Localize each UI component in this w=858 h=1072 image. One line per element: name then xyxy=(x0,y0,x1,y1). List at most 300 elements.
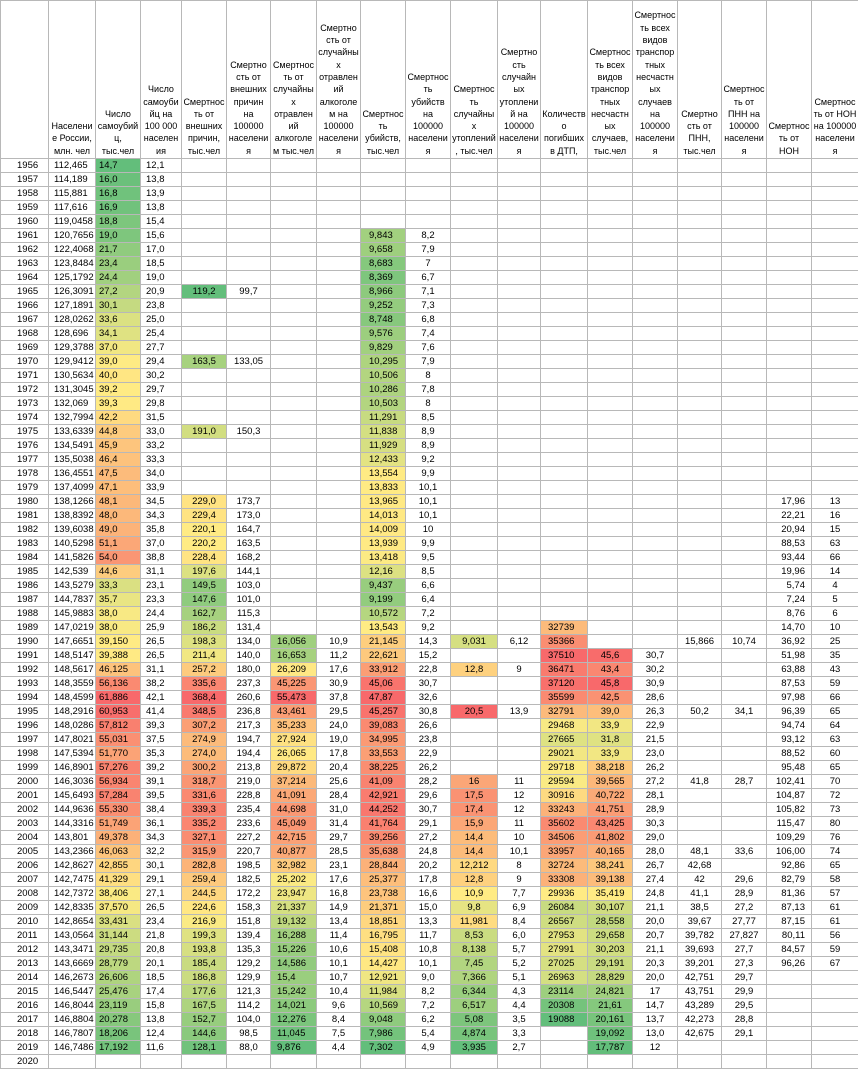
table-cell[interactable]: 26,065 xyxy=(271,747,317,761)
table-cell[interactable] xyxy=(182,201,227,215)
table-cell[interactable] xyxy=(271,621,317,635)
table-cell[interactable] xyxy=(722,257,767,271)
table-cell[interactable] xyxy=(227,257,271,271)
table-cell[interactable]: 300,2 xyxy=(182,761,227,775)
table-cell[interactable] xyxy=(317,215,361,229)
table-cell[interactable]: 39,201 xyxy=(678,957,722,971)
table-cell[interactable] xyxy=(182,341,227,355)
table-cell[interactable] xyxy=(271,327,317,341)
table-cell[interactable]: 8 xyxy=(498,859,541,873)
table-cell[interactable] xyxy=(182,397,227,411)
table-cell[interactable]: 144,9636 xyxy=(49,803,96,817)
table-cell[interactable]: 44,8 xyxy=(96,425,141,439)
table-cell[interactable] xyxy=(271,551,317,565)
table-cell[interactable]: 9,031 xyxy=(451,635,498,649)
table-cell[interactable]: 37,8 xyxy=(317,691,361,705)
table-cell[interactable]: 135,5038 xyxy=(49,453,96,467)
table-cell[interactable] xyxy=(317,369,361,383)
table-cell[interactable]: 138,1266 xyxy=(49,495,96,509)
table-cell[interactable] xyxy=(498,257,541,271)
table-cell[interactable]: 101,0 xyxy=(227,593,271,607)
table-cell[interactable] xyxy=(812,257,858,271)
table-cell[interactable]: 27,827 xyxy=(722,929,767,943)
table-cell[interactable]: 31,5 xyxy=(141,411,182,425)
table-cell[interactable]: 92,86 xyxy=(767,859,812,873)
table-cell[interactable]: 143,5279 xyxy=(49,579,96,593)
table-cell[interactable]: 16,9 xyxy=(96,201,141,215)
table-cell[interactable] xyxy=(271,355,317,369)
table-cell[interactable]: 7,8 xyxy=(406,383,451,397)
table-cell[interactable]: 30,2 xyxy=(633,663,678,677)
table-cell[interactable]: 7,302 xyxy=(361,1041,406,1055)
table-cell[interactable] xyxy=(541,173,588,187)
table-cell[interactable] xyxy=(588,341,633,355)
table-cell[interactable]: 219,0 xyxy=(227,775,271,789)
table-cell[interactable]: 35366 xyxy=(541,635,588,649)
table-cell[interactable]: 148,5147 xyxy=(49,649,96,663)
table-cell[interactable]: 45,06 xyxy=(361,677,406,691)
table-cell[interactable]: 142,7372 xyxy=(49,887,96,901)
year-cell[interactable]: 2016 xyxy=(1,999,49,1013)
table-cell[interactable] xyxy=(227,187,271,201)
table-cell[interactable]: 158,3 xyxy=(227,901,271,915)
table-cell[interactable]: 26,3 xyxy=(633,705,678,719)
table-cell[interactable]: 42,855 xyxy=(96,859,141,873)
table-cell[interactable]: 28,844 xyxy=(361,859,406,873)
table-cell[interactable] xyxy=(541,1055,588,1069)
table-cell[interactable] xyxy=(812,243,858,257)
table-cell[interactable]: 122,4068 xyxy=(49,243,96,257)
table-cell[interactable]: 15,866 xyxy=(678,635,722,649)
table-cell[interactable]: 39,782 xyxy=(678,929,722,943)
table-cell[interactable]: 39,1 xyxy=(141,775,182,789)
table-cell[interactable] xyxy=(678,733,722,747)
table-cell[interactable]: 8 xyxy=(406,369,451,383)
table-cell[interactable]: 32739 xyxy=(541,621,588,635)
table-cell[interactable] xyxy=(406,1055,451,1069)
column-header[interactable] xyxy=(271,1,317,159)
table-cell[interactable] xyxy=(588,299,633,313)
table-cell[interactable] xyxy=(678,495,722,509)
table-cell[interactable]: 48,0 xyxy=(96,509,141,523)
table-cell[interactable] xyxy=(451,187,498,201)
table-cell[interactable] xyxy=(678,691,722,705)
table-cell[interactable] xyxy=(451,523,498,537)
table-cell[interactable] xyxy=(812,985,858,999)
table-cell[interactable]: 13,0 xyxy=(633,1027,678,1041)
table-cell[interactable]: 148,5617 xyxy=(49,663,96,677)
table-cell[interactable] xyxy=(588,271,633,285)
table-cell[interactable] xyxy=(451,565,498,579)
table-cell[interactable] xyxy=(722,677,767,691)
table-cell[interactable]: 41,09 xyxy=(361,775,406,789)
table-cell[interactable] xyxy=(271,607,317,621)
table-cell[interactable] xyxy=(722,383,767,397)
table-cell[interactable] xyxy=(633,355,678,369)
table-cell[interactable]: 15,4 xyxy=(141,215,182,229)
table-cell[interactable]: 33,2 xyxy=(141,439,182,453)
table-cell[interactable] xyxy=(633,467,678,481)
table-cell[interactable]: 27953 xyxy=(541,929,588,943)
table-cell[interactable] xyxy=(767,285,812,299)
table-cell[interactable] xyxy=(767,201,812,215)
table-cell[interactable]: 11,984 xyxy=(361,985,406,999)
table-cell[interactable]: 115,47 xyxy=(767,817,812,831)
table-cell[interactable]: 29936 xyxy=(541,887,588,901)
table-cell[interactable] xyxy=(317,159,361,173)
table-cell[interactable] xyxy=(317,565,361,579)
table-cell[interactable]: 142,539 xyxy=(49,565,96,579)
table-cell[interactable]: 36,1 xyxy=(141,817,182,831)
year-cell[interactable]: 1972 xyxy=(1,383,49,397)
table-cell[interactable]: 34,5 xyxy=(141,495,182,509)
table-cell[interactable] xyxy=(588,397,633,411)
table-cell[interactable]: 7,986 xyxy=(361,1027,406,1041)
table-cell[interactable] xyxy=(722,551,767,565)
table-cell[interactable] xyxy=(588,593,633,607)
table-cell[interactable] xyxy=(541,383,588,397)
table-cell[interactable] xyxy=(271,453,317,467)
table-cell[interactable]: 10 xyxy=(498,831,541,845)
table-cell[interactable]: 14,009 xyxy=(361,523,406,537)
table-cell[interactable]: 12,1 xyxy=(141,159,182,173)
year-cell[interactable]: 2009 xyxy=(1,901,49,915)
table-cell[interactable]: 13,554 xyxy=(361,467,406,481)
table-cell[interactable]: 132,7994 xyxy=(49,411,96,425)
table-cell[interactable]: 33243 xyxy=(541,803,588,817)
table-cell[interactable] xyxy=(722,425,767,439)
table-cell[interactable]: 30,1 xyxy=(141,859,182,873)
table-cell[interactable] xyxy=(182,257,227,271)
table-cell[interactable] xyxy=(678,369,722,383)
table-cell[interactable]: 16,795 xyxy=(361,929,406,943)
table-cell[interactable] xyxy=(812,313,858,327)
table-cell[interactable]: 29468 xyxy=(541,719,588,733)
table-cell[interactable]: 21,5 xyxy=(633,733,678,747)
table-cell[interactable] xyxy=(812,173,858,187)
table-cell[interactable]: 42,1 xyxy=(141,691,182,705)
year-cell[interactable]: 1978 xyxy=(1,467,49,481)
table-cell[interactable]: 13,4 xyxy=(317,915,361,929)
table-cell[interactable]: 63,88 xyxy=(767,663,812,677)
table-cell[interactable]: 35,638 xyxy=(361,845,406,859)
table-cell[interactable] xyxy=(451,1055,498,1069)
table-cell[interactable]: 10,503 xyxy=(361,397,406,411)
year-cell[interactable]: 1996 xyxy=(1,719,49,733)
table-cell[interactable] xyxy=(498,649,541,663)
table-cell[interactable]: 163,5 xyxy=(227,537,271,551)
table-cell[interactable]: 12 xyxy=(498,803,541,817)
table-cell[interactable]: 19,132 xyxy=(271,915,317,929)
table-cell[interactable]: 43,751 xyxy=(678,985,722,999)
table-cell[interactable] xyxy=(361,159,406,173)
table-cell[interactable] xyxy=(406,187,451,201)
table-cell[interactable] xyxy=(317,271,361,285)
table-cell[interactable] xyxy=(451,383,498,397)
table-cell[interactable] xyxy=(451,201,498,215)
table-cell[interactable] xyxy=(633,173,678,187)
table-cell[interactable]: 4,4 xyxy=(498,999,541,1013)
table-cell[interactable] xyxy=(317,579,361,593)
year-cell[interactable]: 1966 xyxy=(1,299,49,313)
table-cell[interactable]: 9,9 xyxy=(406,537,451,551)
table-cell[interactable] xyxy=(271,229,317,243)
table-cell[interactable]: 7,24 xyxy=(767,593,812,607)
table-cell[interactable]: 17,8 xyxy=(317,747,361,761)
year-cell[interactable]: 1970 xyxy=(1,355,49,369)
table-cell[interactable]: 13 xyxy=(812,495,858,509)
table-cell[interactable]: 8,5 xyxy=(406,565,451,579)
table-cell[interactable]: 17,96 xyxy=(767,495,812,509)
table-cell[interactable] xyxy=(271,159,317,173)
table-cell[interactable] xyxy=(722,411,767,425)
table-cell[interactable]: 128,1 xyxy=(182,1041,227,1055)
table-cell[interactable]: 24,821 xyxy=(588,985,633,999)
table-cell[interactable]: 30,107 xyxy=(588,901,633,915)
table-cell[interactable]: 9,252 xyxy=(361,299,406,313)
table-cell[interactable] xyxy=(678,355,722,369)
table-cell[interactable] xyxy=(271,285,317,299)
table-cell[interactable] xyxy=(498,677,541,691)
table-cell[interactable]: 260,6 xyxy=(227,691,271,705)
table-cell[interactable]: 28,8 xyxy=(722,1013,767,1027)
table-cell[interactable] xyxy=(498,201,541,215)
table-cell[interactable]: 23,8 xyxy=(141,299,182,313)
table-cell[interactable] xyxy=(678,229,722,243)
table-cell[interactable]: 147,0219 xyxy=(49,621,96,635)
table-cell[interactable]: 10 xyxy=(406,523,451,537)
table-cell[interactable] xyxy=(678,1041,722,1055)
table-cell[interactable]: 19,0 xyxy=(96,229,141,243)
table-cell[interactable]: 40,0 xyxy=(96,369,141,383)
table-cell[interactable] xyxy=(49,1055,96,1069)
table-cell[interactable]: 9 xyxy=(498,873,541,887)
table-cell[interactable] xyxy=(812,453,858,467)
column-header[interactable] xyxy=(406,1,451,159)
table-cell[interactable] xyxy=(722,159,767,173)
table-cell[interactable]: 11,4 xyxy=(317,929,361,943)
table-cell[interactable]: 17,6 xyxy=(317,873,361,887)
table-cell[interactable] xyxy=(271,397,317,411)
table-cell[interactable]: 7,2 xyxy=(406,999,451,1013)
table-cell[interactable]: 41,751 xyxy=(588,803,633,817)
table-cell[interactable] xyxy=(271,439,317,453)
year-cell[interactable]: 2010 xyxy=(1,915,49,929)
table-cell[interactable] xyxy=(633,607,678,621)
table-cell[interactable]: 20,4 xyxy=(317,761,361,775)
table-cell[interactable] xyxy=(588,355,633,369)
table-cell[interactable]: 20,8 xyxy=(141,943,182,957)
table-cell[interactable]: 16 xyxy=(451,775,498,789)
table-cell[interactable]: 46,4 xyxy=(96,453,141,467)
table-cell[interactable]: 45,9 xyxy=(96,439,141,453)
year-cell[interactable]: 1990 xyxy=(1,635,49,649)
table-cell[interactable]: 10,569 xyxy=(361,999,406,1013)
table-cell[interactable] xyxy=(406,215,451,229)
table-cell[interactable] xyxy=(271,369,317,383)
table-cell[interactable] xyxy=(541,481,588,495)
table-cell[interactable]: 117,616 xyxy=(49,201,96,215)
year-cell[interactable]: 1956 xyxy=(1,159,49,173)
table-cell[interactable] xyxy=(722,733,767,747)
table-cell[interactable]: 12,4 xyxy=(141,1027,182,1041)
table-cell[interactable]: 39,565 xyxy=(588,775,633,789)
table-cell[interactable]: 216,9 xyxy=(182,915,227,929)
year-cell[interactable]: 1963 xyxy=(1,257,49,271)
table-cell[interactable] xyxy=(678,523,722,537)
table-cell[interactable] xyxy=(588,579,633,593)
table-cell[interactable]: 335,2 xyxy=(182,817,227,831)
table-cell[interactable]: 15,6 xyxy=(141,229,182,243)
table-cell[interactable]: 307,2 xyxy=(182,719,227,733)
table-cell[interactable]: 20308 xyxy=(541,999,588,1013)
table-cell[interactable] xyxy=(588,509,633,523)
table-cell[interactable]: 13,9 xyxy=(498,705,541,719)
table-cell[interactable]: 84,57 xyxy=(767,943,812,957)
year-cell[interactable]: 2000 xyxy=(1,775,49,789)
table-cell[interactable]: 33,553 xyxy=(361,747,406,761)
table-cell[interactable] xyxy=(271,579,317,593)
table-cell[interactable]: 35,233 xyxy=(271,719,317,733)
table-cell[interactable] xyxy=(588,607,633,621)
table-cell[interactable]: 8,2 xyxy=(406,229,451,243)
table-cell[interactable]: 28,0 xyxy=(633,845,678,859)
table-cell[interactable] xyxy=(678,215,722,229)
table-cell[interactable]: 42,5 xyxy=(588,691,633,705)
table-cell[interactable]: 6,517 xyxy=(451,999,498,1013)
table-cell[interactable] xyxy=(588,383,633,397)
table-cell[interactable]: 30,2 xyxy=(141,369,182,383)
table-cell[interactable] xyxy=(541,299,588,313)
column-header[interactable] xyxy=(96,1,141,159)
table-cell[interactable]: 14,9 xyxy=(317,901,361,915)
table-cell[interactable] xyxy=(498,285,541,299)
table-cell[interactable]: 12 xyxy=(498,789,541,803)
table-cell[interactable]: 88,52 xyxy=(767,747,812,761)
table-cell[interactable] xyxy=(498,215,541,229)
table-cell[interactable]: 30,3 xyxy=(633,817,678,831)
table-cell[interactable]: 34,1 xyxy=(96,327,141,341)
table-cell[interactable] xyxy=(451,691,498,705)
year-cell[interactable]: 1959 xyxy=(1,201,49,215)
column-header[interactable] xyxy=(722,1,767,159)
table-cell[interactable] xyxy=(678,719,722,733)
table-cell[interactable]: 37,214 xyxy=(271,775,317,789)
table-cell[interactable]: 21,8 xyxy=(141,929,182,943)
table-cell[interactable] xyxy=(722,859,767,873)
table-cell[interactable]: 142,8654 xyxy=(49,915,96,929)
table-cell[interactable] xyxy=(317,453,361,467)
table-cell[interactable] xyxy=(541,257,588,271)
table-cell[interactable]: 143,6669 xyxy=(49,957,96,971)
table-cell[interactable]: 38,406 xyxy=(96,887,141,901)
table-cell[interactable]: 51,98 xyxy=(767,649,812,663)
table-cell[interactable] xyxy=(678,481,722,495)
table-cell[interactable] xyxy=(588,425,633,439)
table-cell[interactable]: 22,21 xyxy=(767,509,812,523)
column-header[interactable] xyxy=(451,1,498,159)
table-cell[interactable]: 194,7 xyxy=(227,733,271,747)
table-cell[interactable]: 25,202 xyxy=(271,873,317,887)
table-cell[interactable]: 8,53 xyxy=(451,929,498,943)
table-cell[interactable] xyxy=(498,299,541,313)
table-cell[interactable] xyxy=(812,369,858,383)
year-cell[interactable]: 2002 xyxy=(1,803,49,817)
table-cell[interactable] xyxy=(767,411,812,425)
year-cell[interactable]: 1991 xyxy=(1,649,49,663)
year-cell[interactable]: 1984 xyxy=(1,551,49,565)
table-cell[interactable]: 15,9 xyxy=(451,817,498,831)
table-cell[interactable]: 20,2 xyxy=(406,859,451,873)
table-cell[interactable] xyxy=(541,607,588,621)
table-cell[interactable]: 13,939 xyxy=(361,537,406,551)
table-cell[interactable] xyxy=(678,271,722,285)
table-cell[interactable]: 39,2 xyxy=(141,761,182,775)
table-cell[interactable]: 173,0 xyxy=(227,509,271,523)
table-cell[interactable]: 30,203 xyxy=(588,943,633,957)
table-cell[interactable] xyxy=(722,439,767,453)
table-cell[interactable]: 233,6 xyxy=(227,817,271,831)
table-cell[interactable]: 29718 xyxy=(541,761,588,775)
table-cell[interactable]: 10,1 xyxy=(317,957,361,971)
table-cell[interactable] xyxy=(541,467,588,481)
table-cell[interactable]: 26,7 xyxy=(633,859,678,873)
year-cell[interactable]: 1976 xyxy=(1,439,49,453)
table-cell[interactable] xyxy=(182,159,227,173)
table-cell[interactable]: 21,1 xyxy=(633,901,678,915)
table-cell[interactable]: 26567 xyxy=(541,915,588,929)
table-cell[interactable] xyxy=(498,187,541,201)
table-cell[interactable]: 22,9 xyxy=(406,747,451,761)
table-cell[interactable]: 315,9 xyxy=(182,845,227,859)
table-cell[interactable] xyxy=(812,1027,858,1041)
table-cell[interactable]: 14,7 xyxy=(96,159,141,173)
table-cell[interactable]: 56 xyxy=(812,929,858,943)
table-cell[interactable] xyxy=(767,341,812,355)
table-cell[interactable] xyxy=(588,243,633,257)
table-cell[interactable] xyxy=(678,663,722,677)
table-cell[interactable]: 87,15 xyxy=(767,915,812,929)
table-cell[interactable]: 26084 xyxy=(541,901,588,915)
table-cell[interactable] xyxy=(498,411,541,425)
table-cell[interactable] xyxy=(141,1055,182,1069)
table-cell[interactable]: 318,7 xyxy=(182,775,227,789)
table-cell[interactable] xyxy=(498,537,541,551)
table-cell[interactable] xyxy=(678,341,722,355)
table-cell[interactable] xyxy=(271,173,317,187)
table-cell[interactable] xyxy=(722,565,767,579)
table-cell[interactable]: 9,5 xyxy=(406,551,451,565)
table-cell[interactable]: 11,2 xyxy=(317,649,361,663)
table-cell[interactable]: 15,0 xyxy=(406,901,451,915)
table-cell[interactable] xyxy=(722,649,767,663)
table-cell[interactable] xyxy=(317,355,361,369)
table-cell[interactable]: 20,9 xyxy=(141,285,182,299)
table-cell[interactable]: 13,3 xyxy=(406,915,451,929)
table-cell[interactable]: 25,377 xyxy=(361,873,406,887)
table-cell[interactable] xyxy=(812,159,858,173)
table-cell[interactable] xyxy=(317,425,361,439)
table-cell[interactable]: 146,3036 xyxy=(49,775,96,789)
table-cell[interactable]: 57,284 xyxy=(96,789,141,803)
table-cell[interactable]: 93,12 xyxy=(767,733,812,747)
table-cell[interactable]: 40,877 xyxy=(271,845,317,859)
table-cell[interactable]: 199,3 xyxy=(182,929,227,943)
table-cell[interactable]: 13,8 xyxy=(141,173,182,187)
table-cell[interactable]: 21,61 xyxy=(588,999,633,1013)
table-cell[interactable]: 10,286 xyxy=(361,383,406,397)
table-cell[interactable]: 102,41 xyxy=(767,775,812,789)
